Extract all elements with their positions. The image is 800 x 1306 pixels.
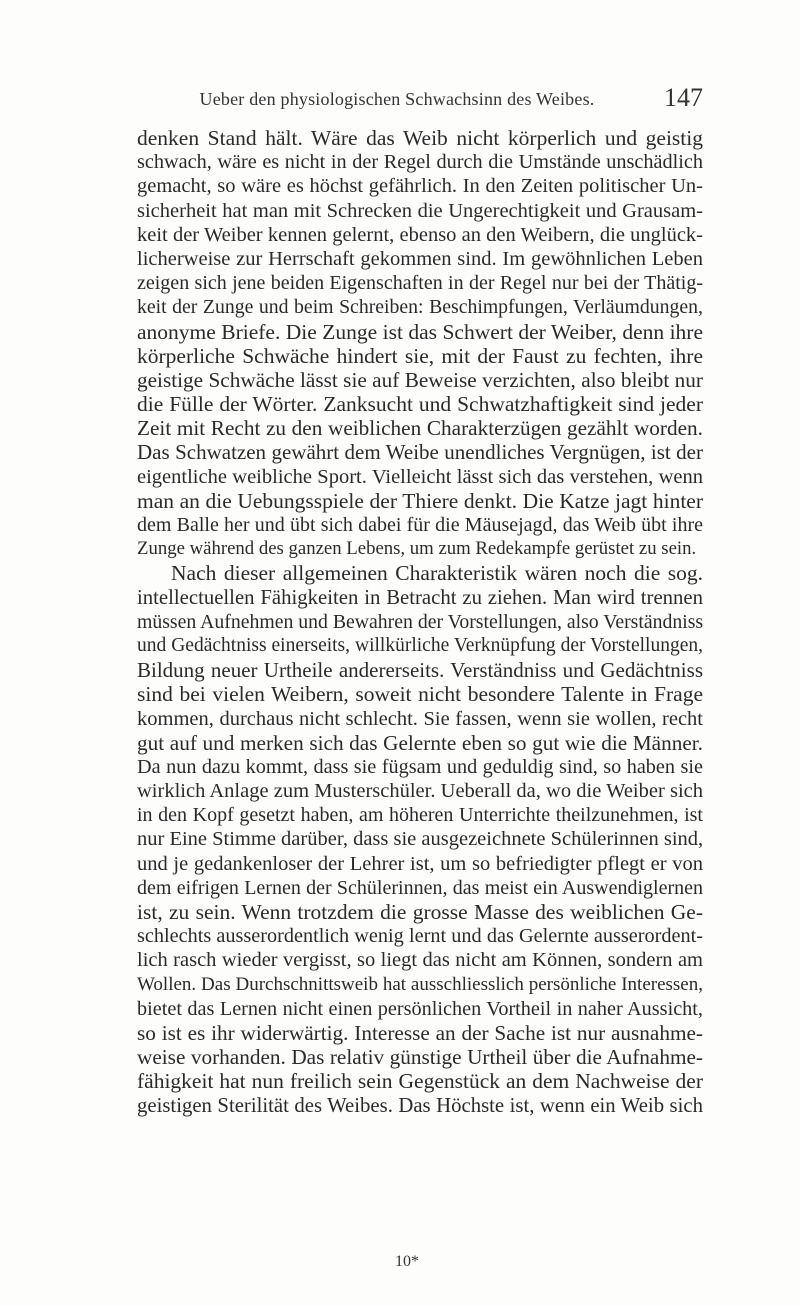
text-line: kommen, durchaus nicht schlecht. Sie fassen, wenn sie wollen, recht: [137, 707, 703, 730]
text-line: geistige Schwäche lässt sie auf Beweise verzichten, also bleibt nur: [137, 367, 703, 392]
text-line: dem eifrigen Lernen der Schülerinnen, das meist ein Auswendiglernen: [137, 876, 703, 899]
text-line: wirklich Anlage zum Musterschüler. Ueberall da, wo die Weiber sich: [137, 780, 703, 803]
text-line: keit der Zunge und beim Schreiben: Beschimpfungen, Verläumdungen,: [137, 296, 703, 319]
text-line: man an die Uebungsspiele der Thiere denkt. Die Katze jagt hinter: [137, 488, 703, 513]
text-line: gut auf und merken sich das Gelernte eben so gut wie die Männer.: [137, 730, 703, 755]
text-line: nur Eine Stimme darüber, dass sie ausgezeichnete Schülerinnen sind,: [137, 828, 703, 851]
text-line: anonyme Briefe. Die Zunge ist das Schwert der Weiber, denn ihre: [137, 319, 703, 344]
running-head: [137, 83, 703, 123]
text-line: Nach dieser allgemeinen Charakteristik wären noch die sog.: [171, 561, 703, 586]
text-line: bietet das Lernen nicht einen persönlichen Vortheil in naher Aussicht,: [137, 997, 703, 1020]
text-line: Das Schwatzen gewährt dem Weibe unendliches Vergnügen, ist der: [137, 440, 703, 465]
page-number: 147: [664, 83, 703, 112]
text-line: weise vorhanden. Das relativ günstige Urtheil über die Aufnahme-: [137, 1045, 703, 1070]
text-line: körperliche Schwäche hindert sie, mit der Faust zu fechten, ihre: [137, 343, 703, 368]
text-line: schwach, wäre es nicht in der Regel durch die Umstände unschädlich: [137, 151, 703, 174]
text-line: licherweise zur Herrschaft gekommen sind. Im gewöhnlichen Leben: [137, 247, 703, 270]
text-line: fähigkeit hat nun freilich sein Gegenstück an dem Nachweise der: [137, 1069, 703, 1094]
running-title: Ueber den physiologischen Schwachsinn des Weibes.: [199, 89, 595, 109]
text-line: und je gedankenloser der Lehrer ist, um so befriedigter pflegt er von: [137, 852, 703, 875]
text-line: Wollen. Das Durchschnittsweib hat ausschliesslich persönliche Interessen,: [137, 973, 703, 995]
text-line: sind bei vielen Weibern, soweit nicht besondere Talente in Frage: [137, 682, 703, 707]
text-line: so ist es ihr widerwärtig. Interesse an der Sache ist nur ausnahme-: [137, 1020, 703, 1045]
text-line: und Gedächtniss einerseits, willkürliche Verknüpfung der Vorstellungen,: [137, 634, 703, 656]
text-line: keit der Weiber kennen gelernt, ebenso an den Weibern, die unglück-: [137, 223, 703, 246]
text-line: müssen Aufnehmen und Bewahren der Vorstellungen, also Verständniss: [137, 610, 703, 633]
text-line: Zunge während des ganzen Lebens, um zum Redekampfe gerüstet zu sein.: [137, 538, 697, 560]
text-line: die Fülle der Wörter. Zanksucht und Schwatzhaftigkeit sind jeder: [137, 392, 703, 417]
text-line: gemacht, so wäre es höchst gefährlich. In den Zeiten politischer Un-: [137, 175, 703, 198]
text-line: intellectuellen Fähigkeiten in Betracht zu ziehen. Man wird trennen: [137, 586, 703, 609]
text-line: ist, zu sein. Wenn trotzdem die grosse Masse des weiblichen Ge-: [137, 900, 703, 924]
text-line: Zeit mit Recht zu den weiblichen Charakterzügen gezählt worden.: [137, 416, 703, 441]
text-line: dem Balle her und übt sich dabei für die Mäusejagd, das Weib übt ihre: [137, 514, 703, 536]
text-line: in den Kopf gesetzt haben, am höheren Unterrichte theilzunehmen, ist: [137, 804, 703, 827]
text-line: Bildung neuer Urtheile andererseits. Verständniss und Gedächtniss: [137, 658, 703, 683]
text-line: Da nun dazu kommt, dass sie fügsam und geduldig sind, so haben sie: [137, 755, 703, 778]
text-line: zeigen sich jene beiden Eigenschaften in der Regel nur bei der Thätig-: [137, 272, 703, 295]
text-line: schlechts ausserordentlich wenig lernt und das Gelernte ausserordent-: [137, 925, 703, 948]
body-text: [137, 126, 703, 1118]
text-line: sicherheit hat man mit Schrecken die Ungerechtigkeit und Grausam-: [137, 199, 703, 222]
text-line: denken Stand hält. Wäre das Weib nicht körperlich und geistig: [137, 126, 703, 150]
text-line: eigentliche weibliche Sport. Vielleicht lässt sich das verstehen, wenn: [137, 465, 703, 488]
signature-mark: 10*: [395, 1253, 419, 1270]
text-line: geistigen Sterilität des Weibes. Das Höchste ist, wenn ein Weib sich: [137, 1094, 703, 1117]
text-line: lich rasch wieder vergisst, so liegt das nicht am Können, sondern am: [137, 949, 703, 972]
